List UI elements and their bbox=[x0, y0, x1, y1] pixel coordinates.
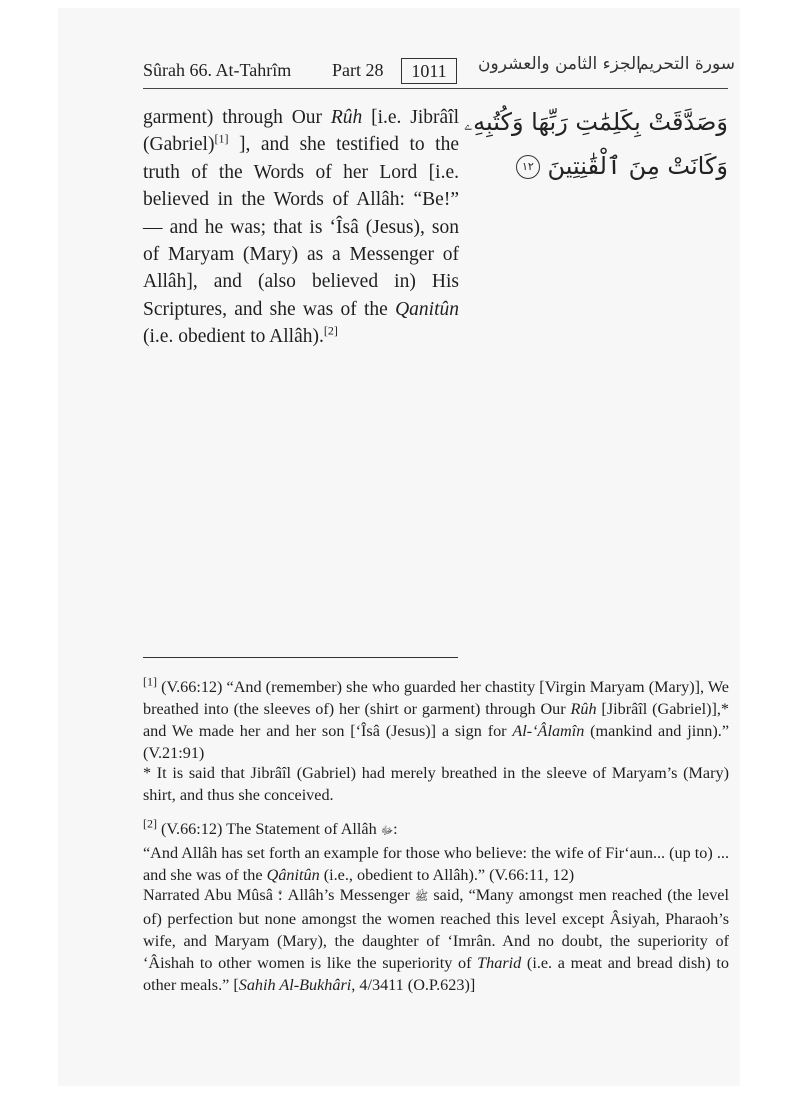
footnote-1-text-a: (V.66:12) “And (remember) she who guarded her chastity [Virgin Maryam (Mary)], We breathed into (the sleeves of) her (shirt or garment) through Our bbox=[143, 678, 729, 718]
verse-text-1: garment) through Our bbox=[143, 107, 331, 128]
hadith-tharid: Tharid bbox=[477, 954, 522, 972]
footnote-2-marker: [2] bbox=[143, 816, 157, 831]
verse-text-3: ], and she testified to the truth of the Words of her Lord [i.e. believed in the Words of Allâh: “Be!” — and he was; that is ‘Îsâ (Jesus), son of Maryam (Mary) as a Messenger of Allâh], and (also believed in) His Scriptures, and she was of the bbox=[143, 134, 459, 320]
page-number: 1011 bbox=[401, 58, 457, 84]
hadith-text-a: Narrated Abu Mûsâ bbox=[143, 886, 279, 904]
footnote-1-text-b: [Jibrâîl (Gabriel)],* and We made her and her son [‘Îsâ (Jesus)] a sign for bbox=[143, 700, 729, 740]
ayah-number-marker: ١٢ bbox=[516, 155, 540, 179]
hadith-text-d: (i.e. a meat and bread dish) to other meals.” [ bbox=[143, 954, 729, 994]
verse-paragraph bbox=[143, 104, 459, 351]
verse-text-4: (i.e. obedient to Allâh). bbox=[143, 326, 324, 348]
header-part: Part 28 bbox=[332, 60, 384, 80]
footnote-ref-2: [2] bbox=[323, 323, 338, 338]
footnote-2-qanitun: Qânitûn bbox=[266, 866, 320, 884]
hadith-text-b: : Allâh’s Messenger bbox=[278, 886, 415, 904]
footnote-1 bbox=[143, 676, 729, 764]
arabic-line-2-text: وَكَانَتْ مِنَ ٱلْقَٰنِتِينَ bbox=[547, 152, 728, 180]
header-arabic-surah: سورة التحريم bbox=[638, 54, 735, 74]
hadith-text-c: said, “Many amongst men reached (the level of) perfection but none amongst the women reached this level except Âsiyah, Pharaoh’s wife, and Maryam (Mary), the daughter of ‘Imrân. And no doubt, the superiority of ‘Âishah to other women is like the superiority of bbox=[143, 886, 729, 972]
footnote-star-text: * It is said that Jibrâîl (Gabriel) had merely breathed in the sleeve of Maryam’s (Mary) shirt, and thus she conceived. bbox=[143, 764, 729, 804]
footnote-2 bbox=[143, 818, 729, 886]
header-surah: Sûrah 66. At-Tahrîm bbox=[143, 60, 292, 80]
arabic-line-1: وَصَدَّقَتْ بِكَلِمَٰتِ رَبِّهَا وَكُتُبِهِۦ bbox=[464, 108, 728, 136]
footnote-hadith bbox=[143, 884, 729, 996]
arabic-line-2 bbox=[478, 144, 728, 188]
honorific-seal-icon: ﷻ bbox=[380, 825, 394, 837]
hadith-text-e: , 4/3411 (O.P.623)] bbox=[351, 976, 476, 994]
footnote-1-marker: [1] bbox=[143, 674, 157, 689]
prophet-seal-icon: ﷺ bbox=[414, 891, 429, 903]
footnote-star bbox=[143, 762, 729, 806]
header-rule bbox=[143, 88, 728, 89]
footnote-2-quote-a: “And Allâh has set forth an example for those who believe: the wife of Fir‘aun... (up to) ... and she was of the bbox=[143, 844, 729, 884]
verse-text-2: [i.e. Jibrâîl (Gabriel) bbox=[143, 107, 459, 156]
ruh-term: Rûh bbox=[330, 107, 363, 128]
footnote-separator bbox=[143, 657, 458, 658]
verse-translation bbox=[143, 104, 459, 351]
qanitun-term: Qanitûn bbox=[395, 298, 459, 320]
footnote-1-ruh: Rûh bbox=[570, 700, 597, 718]
footnote-2-colon: : bbox=[393, 820, 398, 838]
footnote-1-alamin: Al-‘Âlamîn bbox=[512, 722, 585, 740]
footnote-ref-1: [1] bbox=[214, 131, 229, 146]
hadith-source: Sahih Al-Bukhâri bbox=[238, 976, 352, 994]
arabic-verse bbox=[464, 100, 728, 188]
footnote-1-text-c: (mankind and jinn).” (V.21:91) bbox=[143, 722, 730, 762]
header-arabic-part: الجزء الثامن والعشرون bbox=[478, 54, 641, 74]
footnote-2-text-a: (V.66:12) The Statement of Allâh bbox=[157, 820, 381, 838]
running-header bbox=[0, 52, 800, 92]
footnote-2-quote-b: (i.e., obedient to Allâh).” (V.66:11, 12) bbox=[319, 866, 575, 884]
